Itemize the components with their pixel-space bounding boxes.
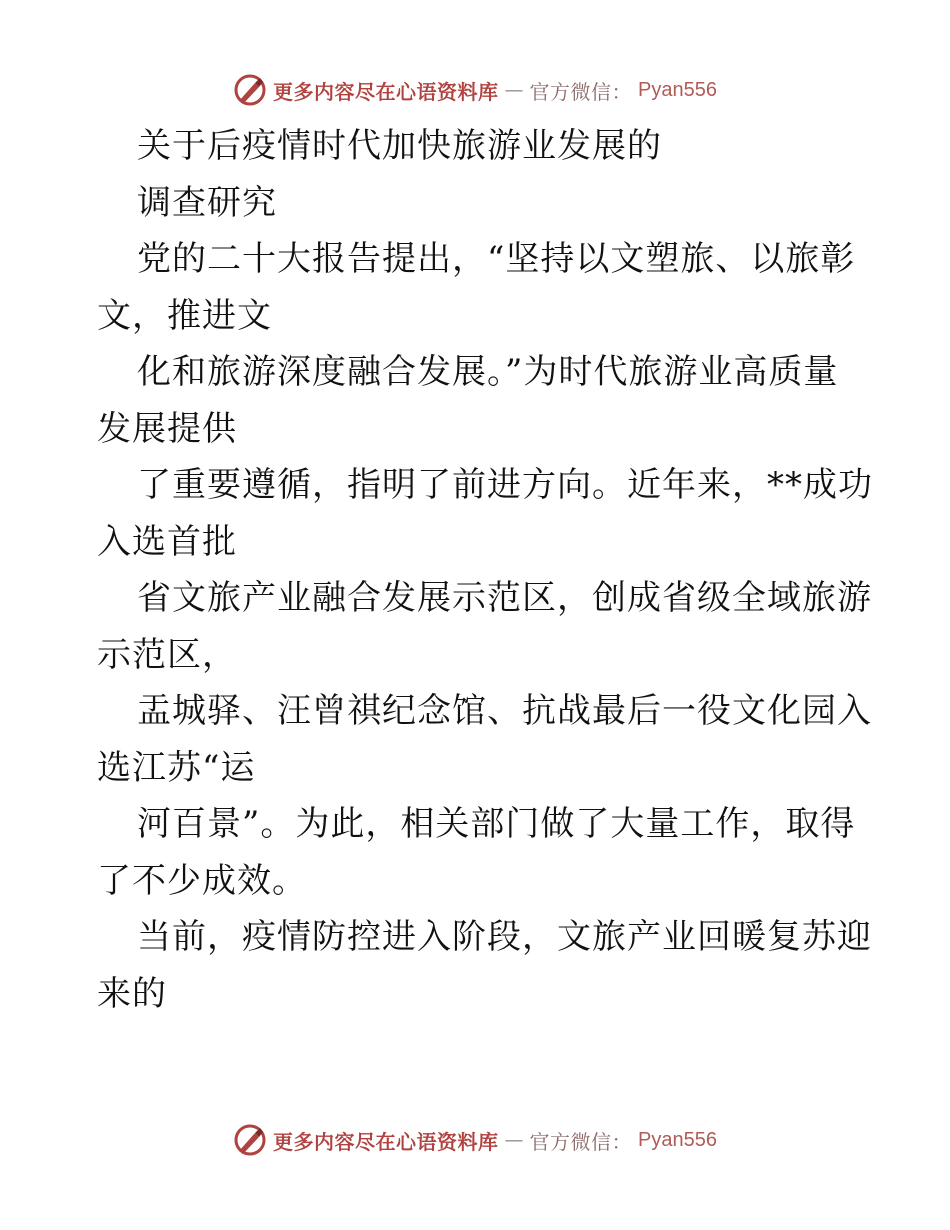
footer-watermark bbox=[0, 1120, 950, 1160]
body-line: 入选首批 bbox=[97, 521, 237, 562]
body-line: 党的二十大报告提出，“坚持以文塑旅、以旅彰 bbox=[137, 239, 856, 279]
body-line: 化和旅游深度融合发展。”为时代旅游业高质量 bbox=[137, 352, 839, 392]
body-line: 示范区， bbox=[97, 634, 237, 675]
body-line: 来的 bbox=[97, 973, 167, 1014]
body-line: 当前，疫情防控进入阶段，文旅产业回暖复苏迎 bbox=[137, 917, 872, 957]
body-line: 盂城驿、汪曾祺纪念馆、抗战最后一役文化园入 bbox=[137, 691, 872, 731]
body-line: 选江苏“运 bbox=[97, 747, 256, 788]
body-line: 省文旅产业融合发展示范区，创成省级全域旅游 bbox=[137, 578, 872, 618]
watermark-id: Pyan556 bbox=[638, 1128, 717, 1151]
watermark-separator: — bbox=[504, 1129, 524, 1151]
pen-logo-icon bbox=[233, 73, 267, 107]
watermark-text: 更多内容尽在心语资料库 bbox=[273, 79, 499, 104]
watermark-suffix: 官方微信： bbox=[529, 79, 633, 104]
watermark-id: Pyan556 bbox=[638, 78, 717, 101]
watermark-text: 更多内容尽在心语资料库 bbox=[273, 1129, 499, 1154]
body-line: 文，推进文 bbox=[97, 295, 272, 336]
body-line: 了重要遵循，指明了前进方向。近年来，**成功 bbox=[137, 465, 873, 505]
document-title-line-1: 关于后疫情时代加快旅游业发展的 bbox=[137, 126, 662, 166]
watermark-suffix: 官方微信： bbox=[529, 1129, 633, 1154]
pen-logo-icon bbox=[233, 1123, 267, 1157]
header-watermark bbox=[0, 70, 950, 110]
body-line: 发展提供 bbox=[97, 408, 237, 449]
watermark-separator: — bbox=[504, 79, 524, 101]
document-title-line-2: 调查研究 bbox=[137, 182, 277, 223]
document-body bbox=[97, 118, 873, 1022]
body-line: 了不少成效。 bbox=[97, 860, 307, 901]
body-line: 河百景”。为此，相关部门做了大量工作，取得 bbox=[137, 804, 856, 844]
